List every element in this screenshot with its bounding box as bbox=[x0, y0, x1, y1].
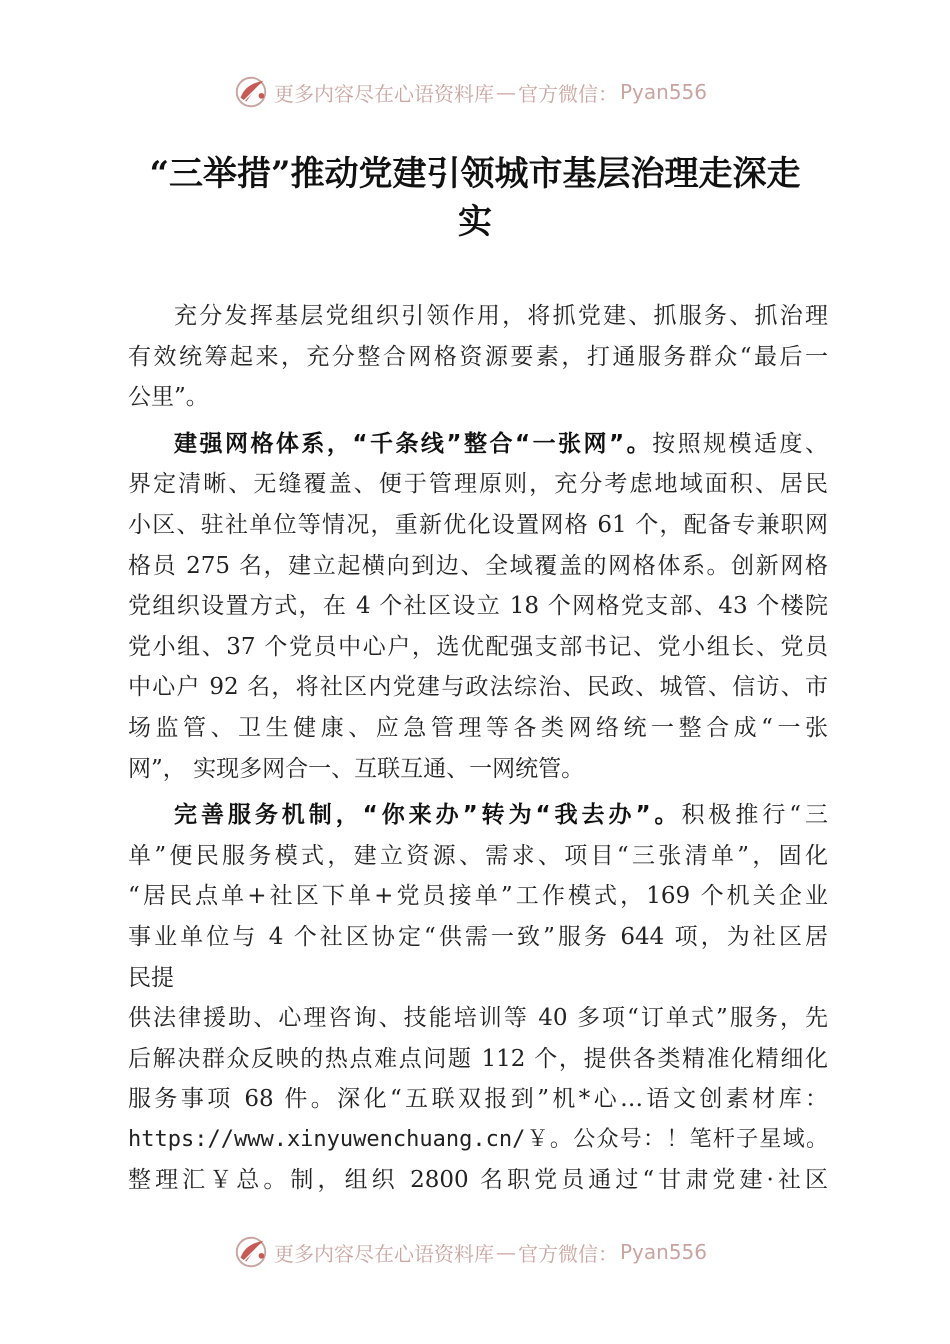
section-2-line: 单”便民服务模式，建立资源、需求、项目“三张清单”，固化 bbox=[128, 842, 828, 869]
section-2-paragraph bbox=[128, 795, 828, 1201]
title-line-2: 实 bbox=[458, 202, 492, 242]
section-1-paragraph bbox=[128, 424, 828, 789]
section-1-first-line bbox=[128, 424, 828, 465]
section-1-line: 党小组、37 个党员中心户，选优配强支部书记、党小组长、党员 bbox=[128, 633, 828, 660]
section-2-url-line: https://www.xinyuwenchuang.cn/￥。公众号：！笔杆子星域。 bbox=[128, 1126, 828, 1152]
section-2-line: 整理汇￥总。制，组织 2800 名职党员通过“甘肃党建·社区 bbox=[128, 1167, 828, 1194]
section-2-line: 服务事项 68 件。深化“五联双报到”机*心…语文创素材库： bbox=[128, 1086, 828, 1113]
section-2-line: 事业单位与 4 个社区协定“供需一致”服务 644 项，为社区居 bbox=[128, 923, 828, 950]
section-1-line: 场监管、卫生健康、应急管理等各类网络统一整合成“一张 bbox=[128, 714, 828, 741]
section-2-line: 民提 bbox=[128, 964, 174, 991]
intro-line: 有效统筹起来，充分整合网格资源要素，打通服务群众“最后一 bbox=[128, 343, 828, 370]
watermark-wechat-id: Pyan556 bbox=[620, 1240, 708, 1264]
watermark-separator: — bbox=[496, 80, 516, 104]
section-2-heading: 完善服务机制，“你来办”转为“我去办”。 bbox=[174, 802, 682, 829]
section-2-first-line bbox=[128, 795, 828, 836]
logo-icon bbox=[232, 1233, 270, 1271]
section-2-line: 供法律援助、心理咨询、技能培训等 40 多项“订单式”服务，先 bbox=[128, 1005, 828, 1032]
section-2-line: “居民点单+社区下单+党员接单”工作模式，169 个机关企业 bbox=[128, 883, 828, 910]
section-1-first-rest: 按照规模适度、 bbox=[652, 430, 829, 457]
title-line-1: “三举措”推动党建引领城市基层治理走深走 bbox=[149, 154, 801, 194]
intro-line: 充分发挥基层党组织引领作用，将抓党建、抓服务、抓治理 bbox=[174, 303, 828, 329]
header-watermark bbox=[232, 72, 707, 112]
section-1-heading: 建强网格体系，“千条线”整合“一张网”。 bbox=[174, 430, 653, 457]
watermark-separator: — bbox=[496, 1240, 516, 1264]
intro-line: 公里”。 bbox=[128, 384, 209, 411]
document-title bbox=[120, 150, 830, 246]
document-body bbox=[128, 296, 828, 1201]
section-1-line: 小区、驻社单位等情况，重新优化设置网格 61 个，配备专兼职网 bbox=[128, 511, 828, 538]
section-1-line: 党组织设置方式，在 4 个社区设立 18 个网格党支部、43 个楼院 bbox=[128, 593, 828, 620]
section-1-line: 网”， 实现多网合一、互联互通、一网统管。 bbox=[128, 755, 585, 782]
logo-icon bbox=[232, 73, 270, 111]
intro-paragraph bbox=[128, 296, 828, 418]
section-1-line: 界定清晰、无缝覆盖、便于管理原则，充分考虑地域面积、居民 bbox=[128, 471, 828, 498]
section-2-first-rest: 积极推行“三 bbox=[681, 802, 828, 829]
watermark-wechat-id: Pyan556 bbox=[620, 80, 708, 104]
section-1-line: 中心户 92 名，将社区内党建与政法综治、民政、城管、信访、市 bbox=[128, 674, 828, 701]
watermark-text: 更多内容尽在心语资料库 bbox=[274, 1241, 494, 1266]
section-1-line: 格员 275 名，建立起横向到边、全域覆盖的网格体系。创新网格 bbox=[128, 552, 828, 579]
watermark-text: 更多内容尽在心语资料库 bbox=[274, 81, 494, 106]
watermark-wechat-label: 官方微信： bbox=[518, 81, 618, 106]
watermark-wechat-label: 官方微信： bbox=[518, 1241, 618, 1266]
section-2-line: 后解决群众反映的热点难点问题 112 个，提供各类精准化精细化 bbox=[128, 1045, 828, 1072]
footer-watermark bbox=[232, 1232, 707, 1272]
